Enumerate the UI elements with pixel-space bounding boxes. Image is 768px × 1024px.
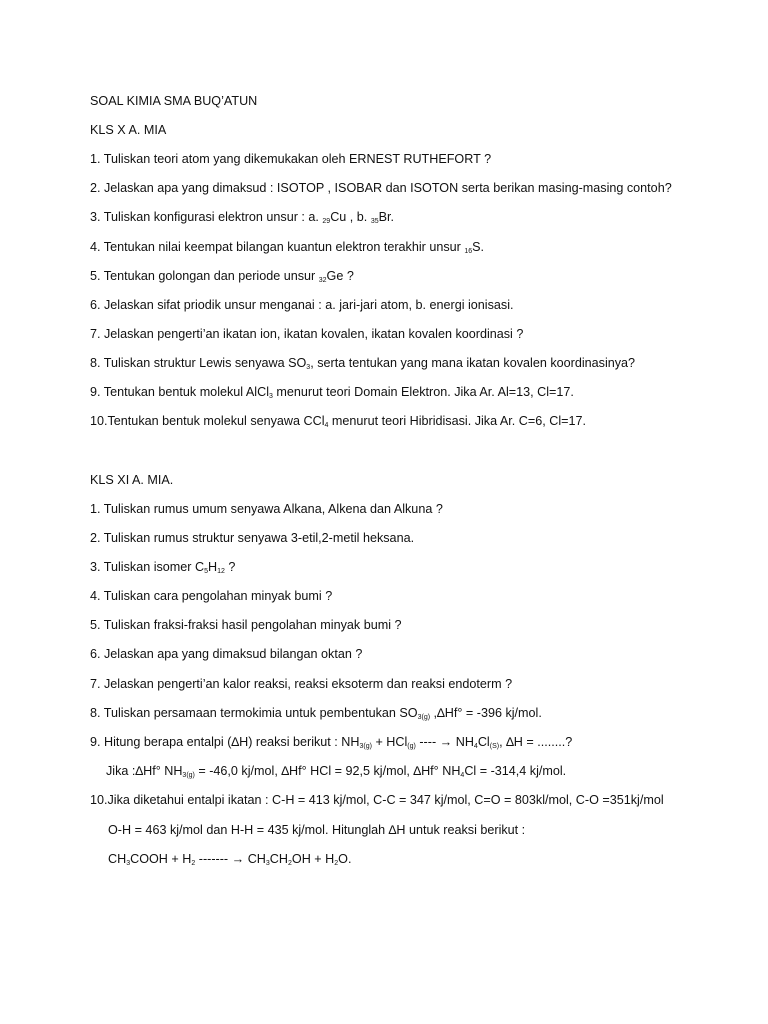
document-title: SOAL KIMIA SMA BUQ’ATUN: [90, 94, 258, 108]
question-xi-2: 2. Tuliskan rumus struktur senyawa 3-etil,2-metil heksana.: [90, 531, 415, 545]
question-xi-9: 9. Hitung berapa entalpi (∆H) reaksi berikut : $NH_{3(g)} + HCl_{(g)}$ ---- → $NH_4Cl_{(S)}$, ∆H = ........?: [90, 735, 573, 750]
question-x-5: 5. Tentukan golongan dan periode unsur $_{32}$Ge ?: [90, 269, 354, 284]
question-x-10: 10.Tentukan bentuk molekul senyawa CCl$_4$ menurut teori Hibridisasi. Jika Ar. C=6, Cl=17.: [90, 414, 587, 429]
question-x-3: 3. Tuliskan konfigurasi elektron unsur : a. $_{29}$Cu , b. $_{35}$Br.: [90, 210, 395, 225]
question-xi-8: 8. Tuliskan persamaan termokimia untuk pembentukan $SO_{3(g)}$ ,∆Hf° = -396 kj/mol.: [90, 706, 542, 721]
question-xi-9-given: Jika :∆Hf° $NH_{3(g)} = -46,0$ kj/mol, ∆Hf° HCl = 92,5 kj/mol, ∆Hf° $NH_4Cl = -314,4$ kj/mol.: [106, 764, 567, 779]
question-x-7: 7. Jelaskan pengerti’an ikatan ion, ikatan kovalen, ikatan kovalen koordinasi ?: [90, 327, 524, 341]
question-xi-3: 3. Tuliskan isomer $C_5H_{12}$ ?: [90, 560, 236, 575]
question-x-1: 1. Tuliskan teori atom yang dikemukakan oleh ERNEST RUTHEFORT ?: [90, 152, 492, 166]
question-xi-5: 5. Tuliskan fraksi-fraksi hasil pengolahan minyak bumi ?: [90, 618, 402, 632]
question-xi-6: 6. Jelaskan apa yang dimaksud bilangan oktan ?: [90, 647, 363, 661]
question-x-8: 8. Tuliskan struktur Lewis senyawa $SO_3$, serta tentukan yang mana ikatan kovalen koordinasinya?: [90, 356, 636, 371]
question-xi-1: 1. Tuliskan rumus umum senyawa Alkana, Alkena dan Alkuna ?: [90, 502, 443, 516]
question-xi-7: 7. Jelaskan pengerti’an kalor reaksi, reaksi eksoterm dan reaksi endoterm ?: [90, 677, 513, 691]
question-x-4: 4. Tentukan nilai keempat bilangan kuantun elektron terakhir unsur $_{16}$S.: [90, 240, 485, 255]
question-xi-10: 10.Jika diketahui entalpi ikatan : C-H = 413 kj/mol, C-C = 347 kj/mol, C=O = 803kl/mol, C-O =351kj/mol: [90, 793, 664, 807]
section-heading-class-xi: KLS XI A. MIA.: [90, 473, 174, 487]
section-heading-class-x: KLS X A. MIA: [90, 123, 167, 137]
question-xi-4: 4. Tuliskan cara pengolahan minyak bumi ?: [90, 589, 333, 603]
question-x-6: 6. Jelaskan sifat priodik unsur menganai : a. jari-jari atom, b. energi ionisasi.: [90, 298, 514, 312]
question-xi-10-cont: O-H = 463 kj/mol dan H-H = 435 kj/mol. Hitunglah ∆H untuk reaksi berikut :: [108, 823, 526, 837]
question-xi-10-reaction: $CH_3COOH + H_2$ ------- → $CH_3CH_2OH + H_2O$.: [108, 852, 352, 867]
question-x-9: 9. Tentukan bentuk molekul AlCl$_3$ menurut teori Domain Elektron. Jika Ar. Al=13, Cl=17.: [90, 385, 574, 400]
question-x-2: 2. Jelaskan apa yang dimaksud : ISOTOP , ISOBAR dan ISOTON serta berikan masing-masing contoh?: [90, 181, 672, 195]
